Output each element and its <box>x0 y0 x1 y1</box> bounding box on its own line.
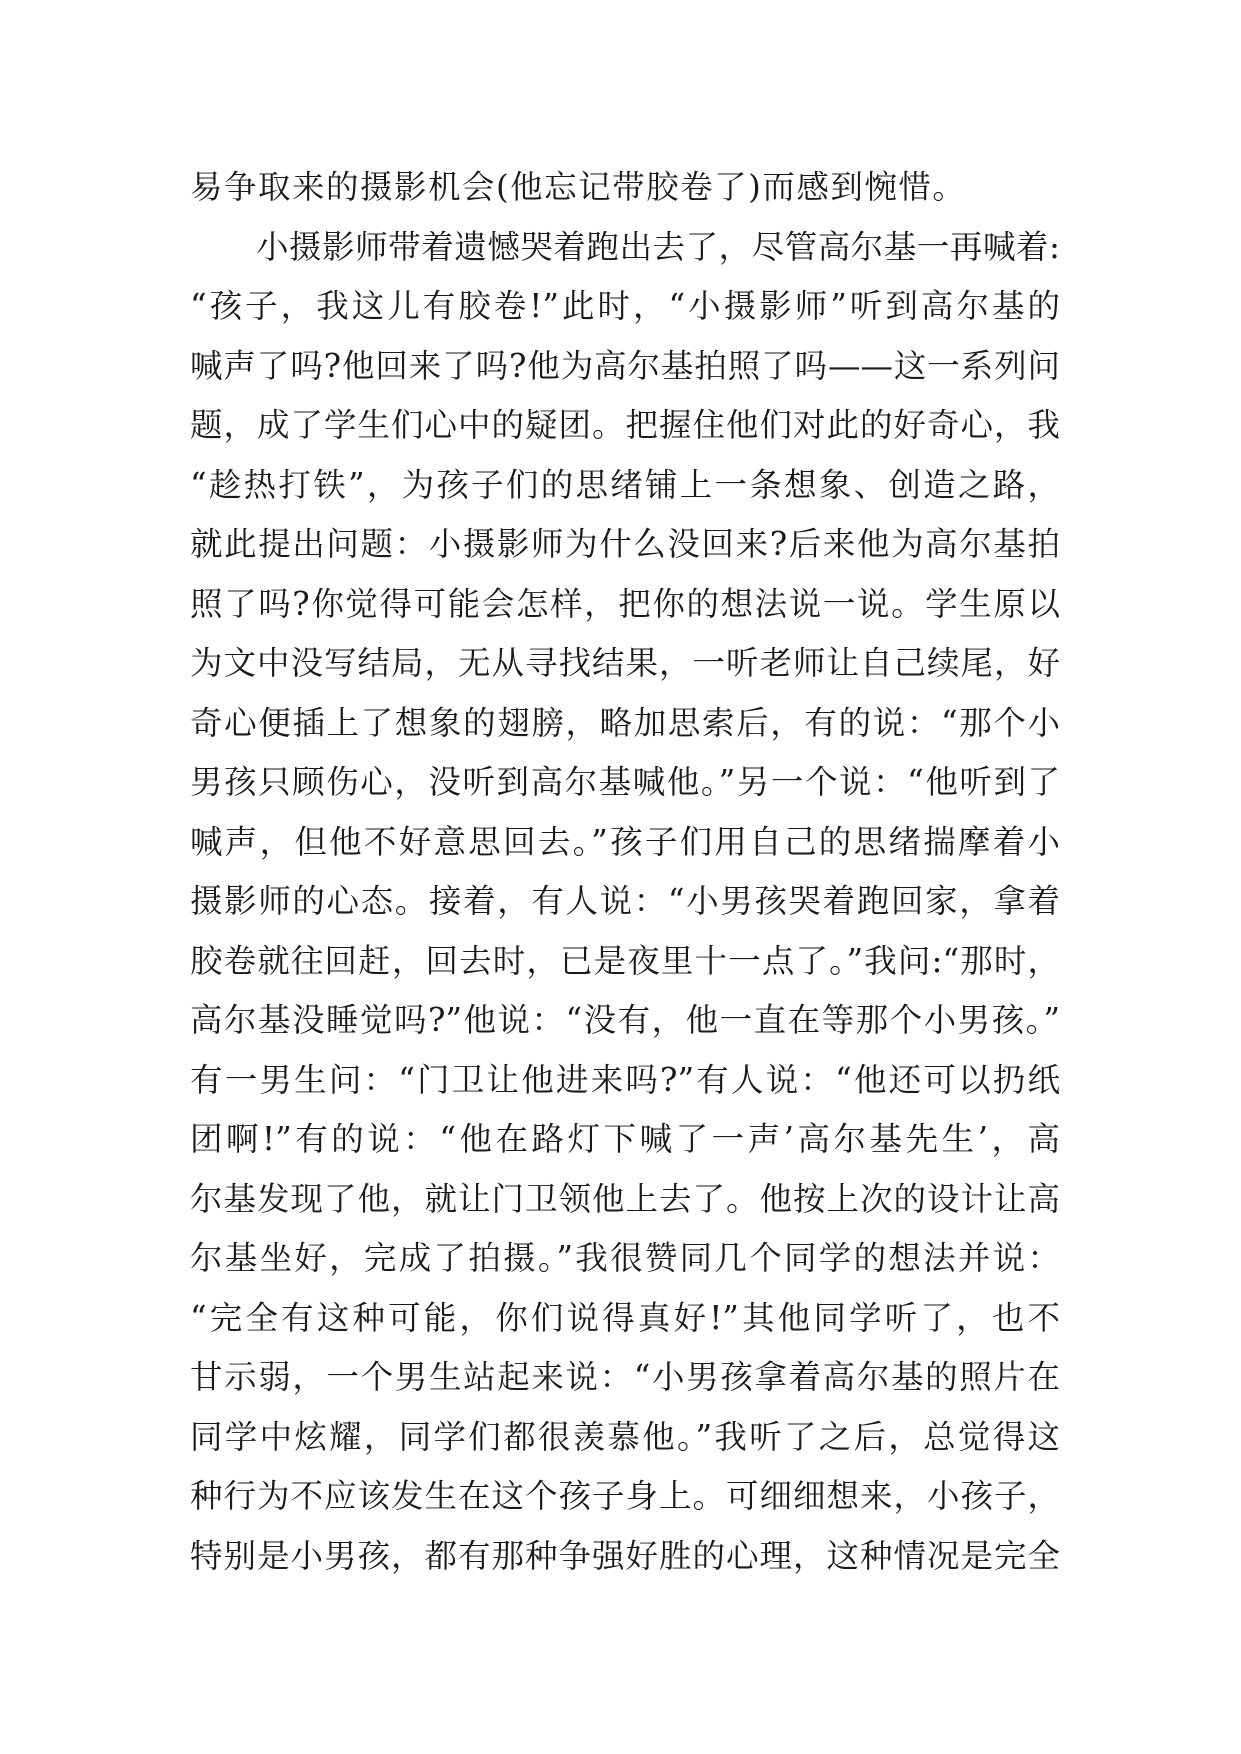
text-line: “孩子，我这儿有胶卷!”此时，“小摄影师”听到高尔基的 <box>190 287 1060 325</box>
text-line: 奇心便插上了想象的翅膀，略加思索后，有的说：“那个小 <box>190 703 1060 742</box>
text-line: 甘示弱，一个男生站起来说：“小男孩拿着高尔基的照片在 <box>190 1358 1060 1396</box>
text-line: 男孩只顾伤心，没听到高尔基喊他。”另一个说：“他听到了 <box>190 763 1060 801</box>
text-line: 有一男生问：“门卫让他进来吗?”有人说：“他还可以扔纸 <box>190 1060 1060 1099</box>
text-line: 摄影师的心态。接着，有人说：“小男孩哭着跑回家，拿着 <box>190 882 1060 920</box>
text-line: 尔基坐好，完成了拍摄。”我很赞同几个同学的想法并说： <box>190 1239 1060 1277</box>
text-line: 同学中炫耀，同学们都很羡慕他。”我听了之后，总觉得这 <box>190 1417 1060 1456</box>
text-line: 易争取来的摄影机会(他忘记带胶卷了)而感到惋惜。 <box>190 168 967 206</box>
paragraph-first-line: 小摄影师带着遗憾哭着跑出去了，尽管高尔基一再喊着: <box>256 227 1060 266</box>
text-line: “完全有这种可能，你们说得真好!”其他同学听了，也不 <box>190 1298 1060 1337</box>
text-line: “趁热打铁”，为孩子们的思绪铺上一条想象、创造之路， <box>190 465 1060 504</box>
text-line: 胶卷就往回赶，回去时，已是夜里十一点了。”我问:“那时， <box>190 941 1060 980</box>
text-line: 喊声了吗?他回来了吗?他为高尔基拍照了吗——这一系列问 <box>190 346 1060 385</box>
text-line: 种行为不应该发生在这个孩子身上。可细细想来，小孩子， <box>190 1477 1060 1515</box>
document-body <box>190 158 1060 1586</box>
text-line: 尔基发现了他，就让门卫领他上去了。他按上次的设计让高 <box>190 1179 1060 1218</box>
text-line: 题，成了学生们心中的疑团。把握住他们对此的好奇心，我 <box>190 406 1060 444</box>
text-line: 照了吗?你觉得可能会怎样，把你的想法说一说。学生原以 <box>190 584 1060 623</box>
text-line: 就此提出问题：小摄影师为什么没回来?后来他为高尔基拍 <box>190 525 1060 563</box>
text-line: 团啊!”有的说：“他在路灯下喊了一声’高尔基先生’，高 <box>190 1120 1060 1158</box>
text-line: 特别是小男孩，都有那种争强好胜的心理，这种情况是完全 <box>190 1536 1060 1575</box>
text-line: 喊声，但他不好意思回去。”孩子们用自己的思绪揣摩着小 <box>190 822 1060 861</box>
text-line: 为文中没写结局，无从寻找结果，一听老师让自己续尾，好 <box>190 644 1060 682</box>
text-line: 高尔基没睡觉吗?”他说：“没有，他一直在等那个小男孩。” <box>190 1001 1060 1039</box>
